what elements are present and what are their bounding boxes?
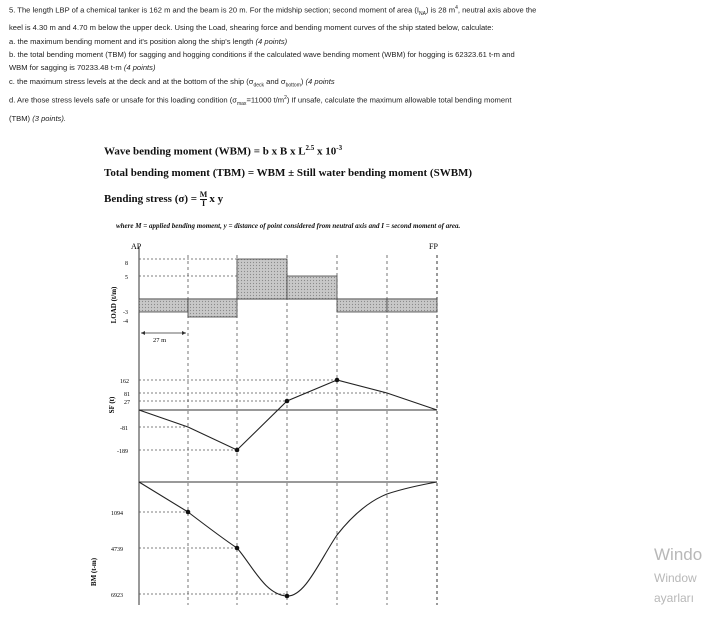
watermark-line-1: Windo	[654, 545, 703, 564]
watermark-line-3: ayarları	[654, 591, 695, 605]
sf-gridlines	[139, 380, 387, 450]
load-tick-neg4: -4	[123, 319, 128, 325]
wbm-formula: Wave bending moment (WBM) = b x B x $L^{2.5}$ x $10^{-3}$	[104, 144, 343, 158]
sf-tick-162: 162	[120, 379, 129, 385]
load-blocks	[139, 259, 437, 317]
sf-tick-27: 27	[124, 400, 130, 406]
ap-label: AP	[131, 242, 142, 251]
bm-points	[186, 510, 290, 599]
sf-tick-neg189: -189	[117, 449, 128, 455]
load-block-2	[188, 299, 237, 317]
question-item-b-cont: WBM for sagging is 70233.48 t-m (4 points)	[9, 63, 156, 73]
question-item-d-cont: (TBM) (3 points).	[9, 113, 66, 123]
question-line-2: keel is 4.30 m and 4.70 m below the upper deck. Using the Load, shearing force and bending moment curves of the ship stated below, calculate:	[9, 23, 494, 33]
question-item-d: d. Are those stress levels safe or unsafe for this loading condition ($\sigma_{max}=11000$ $t/m^2$) If unsafe, calculate the maximum allowable total bending moment	[9, 95, 512, 108]
load-tick-neg3: -3	[123, 310, 128, 316]
sf-tick-81: 81	[124, 392, 130, 398]
load-tick-8: 8	[125, 261, 128, 267]
sf-tick-neg81: -81	[120, 426, 128, 432]
fp-label: FP	[429, 242, 438, 251]
load-block-5	[337, 299, 387, 312]
sf-axis-label: SF (t)	[108, 396, 116, 414]
sf-curve	[139, 380, 437, 450]
question-item-b: b. the total bending moment (TBM) for sagging and hogging conditions if the calculated wave bending moment (WBM) for hogging is 62323.61 t-m and	[9, 49, 515, 59]
bm-gridlines	[139, 512, 287, 594]
bm-tick-6923: 6923	[111, 593, 123, 599]
load-block-6	[387, 299, 437, 312]
load-tick-5: 5	[125, 275, 128, 281]
spacing-label: 27 m	[153, 337, 167, 344]
question-line-1: 5. The length LBP of a chemical tanker is 162 m and the beam is 20 m. For the midship section; second moment of area $(I_{NA})$ is 28 $m^4$, neutral axis above the	[9, 5, 537, 18]
bm-axis-label: BM (t-m)	[90, 557, 98, 587]
bm-tick-1094: 1094	[111, 511, 123, 517]
load-block-1	[139, 299, 188, 312]
bm-curve	[139, 482, 437, 596]
stress-formula: Bending stress (σ) = $\frac{M}{I}$ x y	[104, 190, 224, 208]
bm-tick-4739: 4739	[111, 547, 123, 553]
watermark-line-2: Window	[654, 571, 697, 585]
where-note: where M = applied bending moment, y = distance of point considered from neutral axis and I = second moment of area.	[116, 222, 461, 230]
load-block-4	[287, 276, 337, 299]
load-axis-label: LOAD (t/m)	[110, 286, 118, 324]
tbm-formula: Total bending moment (TBM) = WBM ± Still water bending moment (SWBM)	[104, 167, 473, 179]
load-block-3	[237, 259, 287, 299]
question-item-a: a. the maximum bending moment and it's position along the ship's length (4 points)	[9, 36, 288, 46]
question-item-c: c. the maximum stress levels at the deck and at the bottom of the ship ($\sigma_{deck}$ and $\sigma_{bottom}$) (4 points	[9, 76, 335, 89]
